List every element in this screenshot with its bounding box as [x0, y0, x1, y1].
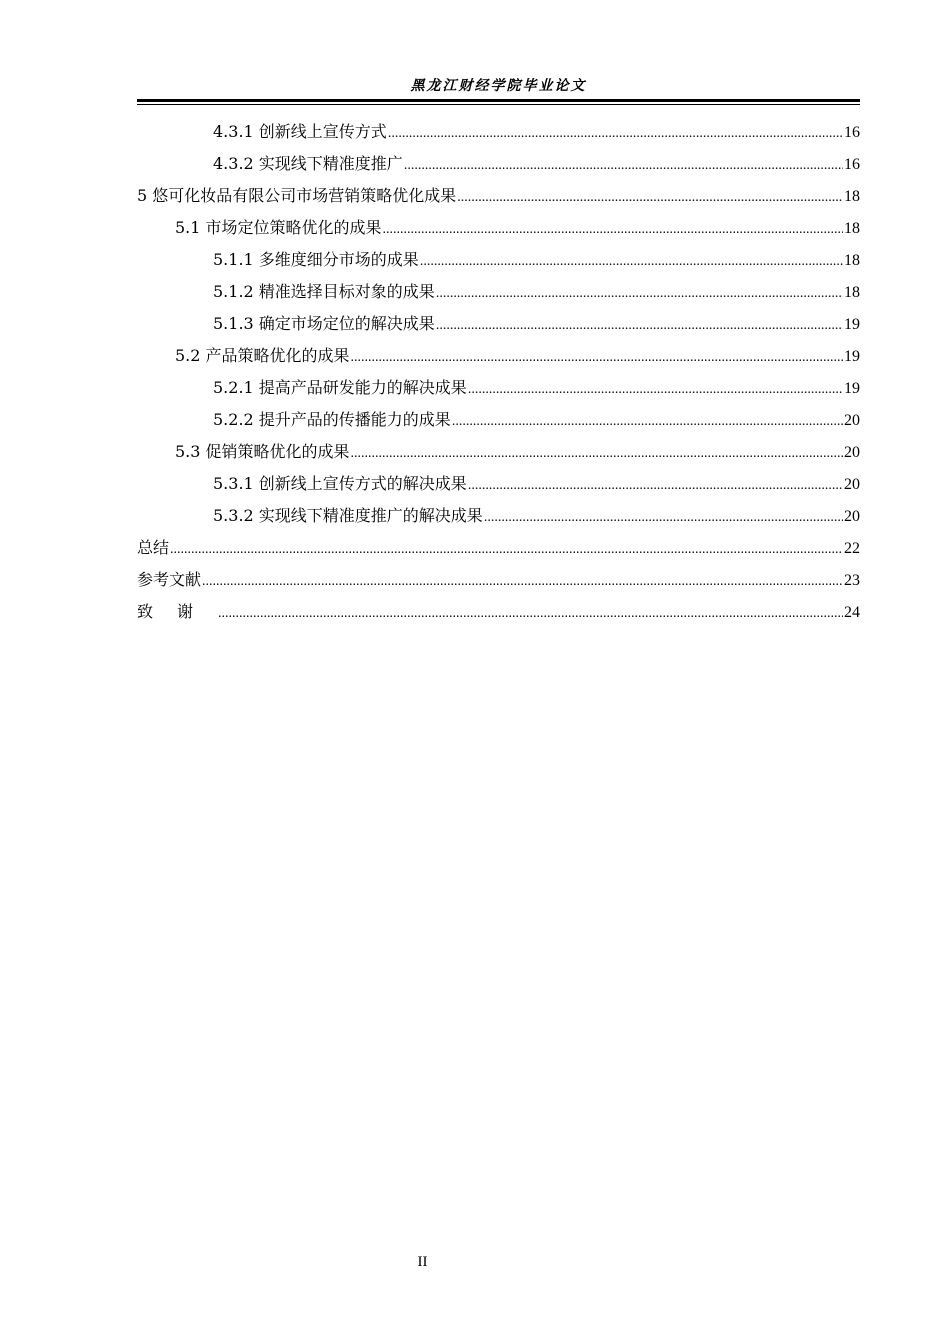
toc-entry[interactable]: [137, 116, 860, 148]
toc-entry[interactable]: [137, 564, 860, 596]
toc-leader-dots: [388, 118, 843, 150]
toc-entry-page: 18: [844, 252, 860, 269]
toc-entry[interactable]: [137, 276, 860, 308]
header-rule-thick: [137, 99, 860, 102]
toc-entry[interactable]: [137, 308, 860, 340]
toc-entry-label: 5.2.1 提高产品研发能力的解决成果: [213, 378, 467, 397]
toc-entry-label: 5.3 促销策略优化的成果: [175, 442, 350, 461]
toc-entry[interactable]: [137, 596, 860, 628]
toc-entry-page: 20: [844, 508, 860, 525]
toc-entry-page: 20: [844, 412, 860, 429]
toc-entry-page: 22: [844, 540, 860, 557]
toc-leader-dots: [452, 406, 843, 438]
toc-entry-page: 18: [844, 220, 860, 237]
page-number: II: [417, 1254, 428, 1270]
toc-entry-label: 5.3.2 实现线下精准度推广的解决成果: [213, 506, 483, 525]
toc-entry-label: 5.2.2 提升产品的传播能力的成果: [213, 410, 451, 429]
toc-entry-page: 16: [844, 124, 860, 141]
page-header-title: 黑龙江财经学院毕业论文: [410, 78, 587, 94]
toc-entry-label: 5.2 产品策略优化的成果: [175, 346, 350, 365]
toc-entry-page: 18: [844, 284, 860, 301]
toc-entry-label: 参考文献: [137, 570, 202, 589]
toc-entry[interactable]: [137, 372, 860, 404]
toc-leader-dots: [484, 502, 843, 534]
toc-entry-label: 5 悠可化妆品有限公司市场营销策略优化成果: [137, 186, 457, 205]
toc-leader-dots: [383, 214, 843, 246]
toc-entry[interactable]: [137, 180, 860, 212]
toc-entry[interactable]: [137, 404, 860, 436]
toc-entry[interactable]: [137, 468, 860, 500]
toc-entry-page: 24: [844, 604, 860, 621]
toc-leader-dots: [457, 182, 843, 214]
table-of-contents: [137, 116, 860, 628]
toc-entry-label: 5.1 市场定位策略优化的成果: [175, 218, 382, 237]
toc-entry-page: 19: [844, 316, 860, 333]
toc-leader-dots: [436, 310, 843, 342]
toc-entry-label: 4.3.2 实现线下精准度推广: [213, 154, 403, 173]
toc-entry[interactable]: [137, 340, 860, 372]
toc-entry-page: 19: [844, 380, 860, 397]
toc-leader-dots: [468, 470, 843, 502]
toc-leader-dots: [202, 566, 843, 598]
toc-entry[interactable]: [137, 212, 860, 244]
toc-entry-label: 5.1.2 精准选择目标对象的成果: [213, 282, 435, 301]
toc-entry[interactable]: [137, 148, 860, 180]
toc-entry-label: 5.3.1 创新线上宣传方式的解决成果: [213, 474, 467, 493]
toc-entry-page: 16: [844, 156, 860, 173]
toc-entry-label: 5.1.1 多维度细分市场的成果: [213, 250, 419, 269]
toc-entry-page: 18: [844, 188, 860, 205]
toc-entry-label: 5.1.3 确定市场定位的解决成果: [213, 314, 435, 333]
toc-leader-dots: [420, 246, 843, 278]
toc-leader-dots: [404, 150, 843, 182]
toc-leader-dots: [170, 534, 843, 566]
toc-entry-label: 致谢: [137, 602, 218, 621]
toc-leader-dots: [468, 374, 843, 406]
toc-leader-dots: [218, 598, 843, 630]
toc-entry[interactable]: [137, 436, 860, 468]
toc-entry-label: 总结: [137, 538, 170, 557]
toc-entry[interactable]: [137, 532, 860, 564]
toc-entry[interactable]: [137, 244, 860, 276]
toc-entry-page: 23: [844, 572, 860, 589]
header-rule-thin: [137, 104, 860, 105]
toc-leader-dots: [351, 342, 843, 374]
toc-entry-page: 20: [844, 444, 860, 461]
toc-entry-page: 20: [844, 476, 860, 493]
toc-leader-dots: [351, 438, 843, 470]
toc-entry[interactable]: [137, 500, 860, 532]
toc-leader-dots: [436, 278, 843, 310]
toc-entry-page: 19: [844, 348, 860, 365]
toc-entry-label: 4.3.1 创新线上宣传方式: [213, 122, 387, 141]
